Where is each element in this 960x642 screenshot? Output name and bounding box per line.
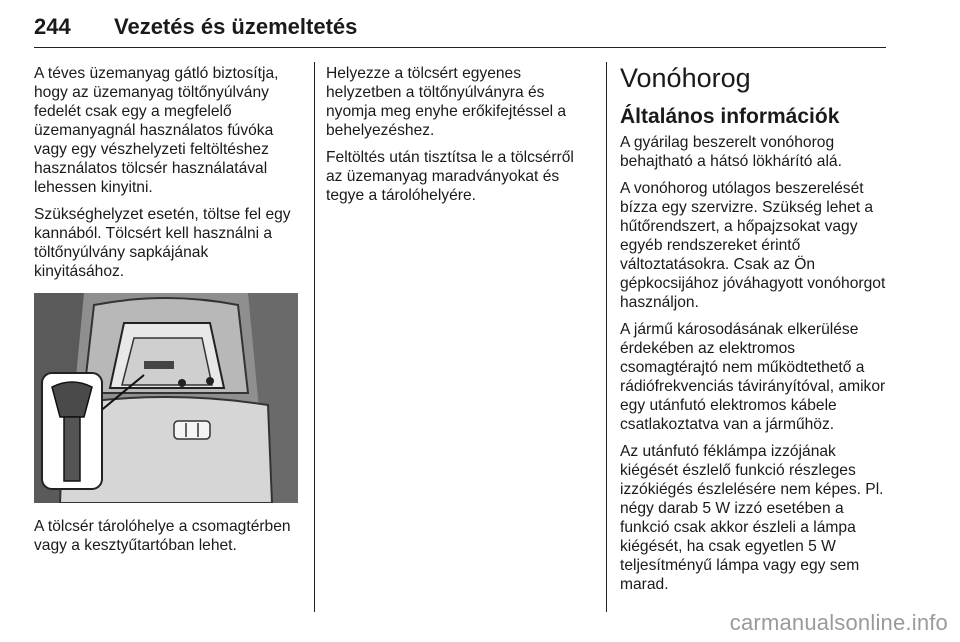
towbar-factory-paragraph: A gyárilag beszerelt vonóhorog behajtható a hátsó lökhárító alá. [620,134,842,170]
page-number: 244 [34,14,71,39]
running-title: Vezetés és üzemeltetés [114,14,358,39]
tailgate-paragraph: A jármű károsodásának elkerülése érdekében az elektromos csomagtérajtó nem működtethető a rádiófrekvenciás távirányítóval, amikor egy utánfutó elektromos kábele csatlakoztatva van a járműhöz. [620,321,886,433]
column-divider-1 [314,62,315,612]
section-subheading: Általános információk [620,105,840,128]
figure-caption: A tölcsér tárolóhelye a csomagtérben vagy a kesztyűtartóban lehet. [34,518,291,554]
column-1 [34,64,302,563]
watermark: carmanualsonline.info [729,610,948,635]
column-3 [620,64,890,602]
funnel-storage-figure [34,293,298,503]
funnel-insert-paragraph: Helyezze a tölcsért egyenes helyzetben a töltőnyúlványra és nyomja meg enyhe erőkifejtéssel a behelyezéshez. [326,65,567,139]
towbar-retrofit-paragraph: A vonóhorog utólagos beszerelését bízza egy szervizre. Szükség lehet a hűtőrendszert, a hőpajzsokat vagy egyéb rendszereket érintő változtatásokra. Csak az Ön gépkocsijához jóváhagyott vonóhorgot használjon. [620,180,886,311]
header-rule [34,47,886,48]
column-2 [326,64,594,213]
section-heading: Vonóhorog [620,63,751,93]
column-divider-2 [606,62,607,612]
emergency-refuel-paragraph: Szükséghelyzet esetén, töltse fel egy kannából. Tölcsért kell használni a töltőnyúlvány sapkájának kinyitásához. [34,206,291,280]
misfuel-inhibitor-paragraph: A téves üzemanyag gátló biztosítja, hogy az üzemanyag töltőnyúlvány fedelét csak egy a megfelelő üzemanyagnál használatos fúvóka vagy egy vészhelyzeti feltöltéshez használatos tölcsér használatával lehessen kinyitni. [34,65,279,196]
after-refuel-paragraph: Feltöltés után tisztítsa le a tölcsérről az üzemanyag maradványokat és tegye a tárolóhelyére. [326,149,574,204]
brake-bulb-paragraph: Az utánfutó féklámpa izzójának kiégését észlelő funkció részleges izzókiégés észlelésére nem képes. Pl. négy darab 5 W izzó esetében a funkció csak akkor észleli a lámpa kiégését, ha csak egyetlen 5 W teljesítményű lámpa vagy egy sem marad. [620,443,884,593]
